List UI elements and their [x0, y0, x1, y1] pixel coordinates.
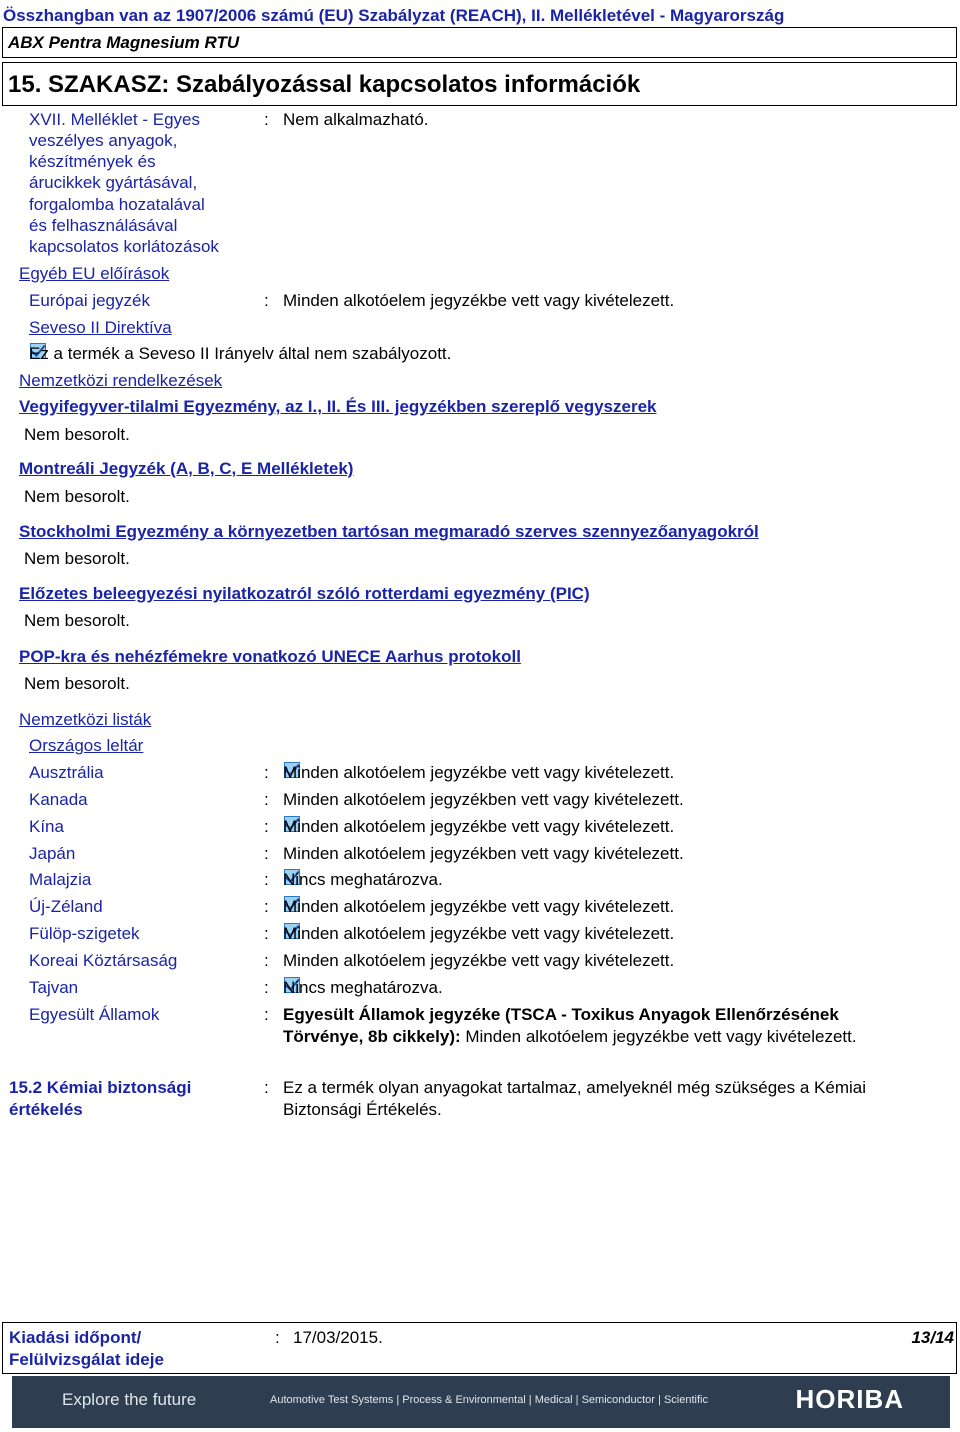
country-label: Malajzia: [29, 870, 92, 889]
country-label: Egyesült Államok: [29, 1005, 160, 1024]
country-label: Japán: [29, 844, 76, 863]
international-heading: Nemzetközi rendelkezések: [19, 371, 223, 390]
intl-item-value: Nem besorolt.: [24, 549, 130, 568]
country-value: Minden alkotóelem jegyzékbe vett vagy kivételezett.: [283, 817, 675, 836]
intl-item-title: Vegyifegyver-tilalmi Egyezmény, az I., II. És III. jegyzékben szereplő vegyszerek: [19, 397, 657, 416]
colon: :: [264, 763, 269, 782]
annex17-label-line: készítmények és: [29, 152, 156, 171]
annex17-label-line: XVII. Melléklet - Egyes: [29, 110, 201, 129]
usa-inventory-title: Egyesült Államok jegyzéke (TSCA - Toxikus Anyagok Ellenőrzésének: [283, 1005, 839, 1024]
european-inventory-label: Európai jegyzék: [29, 291, 150, 310]
colon: :: [264, 291, 269, 310]
colon: :: [275, 1328, 280, 1347]
annex17-value: Nem alkalmazható.: [283, 110, 429, 129]
intl-item-title: Montreáli Jegyzék (A, B, C, E Mellékletek): [19, 459, 354, 478]
european-inventory-value: Minden alkotóelem jegyzékbe vett vagy kivételezett.: [283, 291, 675, 310]
country-value: Nincs meghatározva.: [283, 978, 443, 997]
usa-inventory-title-cont: Törvénye, 8b cikkely):: [283, 1027, 461, 1046]
country-value: Minden alkotóelem jegyzékbe vett vagy kivételezett.: [283, 763, 675, 782]
banner-divisions: Automotive Test Systems | Process & Environmental | Medical | Semiconductor | Scientific: [270, 1394, 708, 1406]
horiba-banner: [12, 1376, 950, 1428]
colon: :: [264, 817, 269, 836]
regulation-line: Összhangban van az 1907/2006 számú (EU) Szabályzat (REACH), II. Mellékletével - Magyarország: [3, 6, 785, 25]
revision-date-label: Kiadási időpont/: [9, 1328, 142, 1347]
usa-inventory-value: [283, 1027, 857, 1047]
colon: :: [264, 978, 269, 997]
country-label: Kína: [29, 817, 64, 836]
usa-inventory-status: Minden alkotóelem jegyzékbe vett vagy kivételezett.: [460, 1027, 857, 1046]
chem-safety-value: Ez a termék olyan anyagokat tartalmaz, amelyeknél még szükséges a Kémiai: [283, 1078, 866, 1097]
annex17-label-line: árucikkek gyártásával,: [29, 173, 198, 192]
seveso-heading: Seveso II Direktíva: [29, 318, 172, 337]
seveso-text: Ez a termék a Seveso II Irányelv által nem szabályozott.: [29, 344, 452, 363]
country-value: Minden alkotóelem jegyzékbe vett vagy kivételezett.: [283, 924, 675, 943]
chem-safety-label: 15.2 Kémiai biztonsági: [9, 1078, 192, 1097]
intl-item-value: Nem besorolt.: [24, 487, 130, 506]
horiba-logo: HORIBA: [795, 1384, 904, 1414]
section-title: 15. SZAKASZ: Szabályozással kapcsolatos információk: [8, 71, 641, 98]
intl-item-value: Nem besorolt.: [24, 674, 130, 693]
intl-item-value: Nem besorolt.: [24, 611, 130, 630]
colon: :: [264, 1078, 269, 1097]
chem-safety-value: Biztonsági Értékelés.: [283, 1100, 442, 1119]
country-value: Nincs meghatározva.: [283, 870, 443, 889]
colon: :: [264, 110, 269, 129]
annex17-label-line: és felhasználásával: [29, 216, 178, 235]
country-label: Fülöp-szigetek: [29, 924, 140, 943]
intl-item-title: Stockholmi Egyezmény a környezetben tartósan megmaradó szerves szennyezőanyagokról: [19, 522, 759, 541]
country-value: Minden alkotóelem jegyzékbe vett vagy kivételezett.: [283, 951, 675, 970]
country-label: Új-Zéland: [29, 897, 103, 916]
country-value: Minden alkotóelem jegyzékben vett vagy kivételezett.: [283, 790, 684, 809]
annex17-label-line: forgalomba hozatalával: [29, 195, 205, 214]
country-label: Kanada: [29, 790, 88, 809]
chem-safety-label: értékelés: [9, 1100, 83, 1119]
colon: :: [264, 790, 269, 809]
lists-heading: Nemzetközi listák: [19, 710, 152, 729]
intl-item-title: POP-kra és nehézfémekre vonatkozó UNECE Aarhus protokoll: [19, 647, 521, 666]
country-label: Tajvan: [29, 978, 79, 997]
country-value: Minden alkotóelem jegyzékben vett vagy kivételezett.: [283, 844, 684, 863]
annex17-label-line: kapcsolatos korlátozások: [29, 237, 219, 256]
intl-item-value: Nem besorolt.: [24, 425, 130, 444]
intl-item-title: Előzetes beleegyezési nyilatkozatról szóló rotterdami egyezmény (PIC): [19, 584, 590, 603]
colon: :: [264, 870, 269, 889]
revision-date-label: Felülvizsgálat ideje: [9, 1350, 164, 1369]
colon: :: [264, 1005, 269, 1024]
banner-tagline: Explore the future: [62, 1390, 197, 1409]
annex17-label-line: veszélyes anyagok,: [29, 131, 178, 150]
country-value: Minden alkotóelem jegyzékbe vett vagy kivételezett.: [283, 897, 675, 916]
country-label: Ausztrália: [29, 763, 104, 782]
product-name: ABX Pentra Magnesium RTU: [8, 33, 240, 52]
page-number: 13/14: [911, 1328, 954, 1347]
other-eu-heading: Egyéb EU előírások: [19, 264, 170, 283]
revision-date: 17/03/2015.: [293, 1328, 383, 1347]
country-label: Koreai Köztársaság: [29, 951, 178, 970]
colon: :: [264, 844, 269, 863]
colon: :: [264, 951, 269, 970]
colon: :: [264, 924, 269, 943]
lists-subheading: Országos leltár: [29, 736, 144, 755]
colon: :: [264, 897, 269, 916]
